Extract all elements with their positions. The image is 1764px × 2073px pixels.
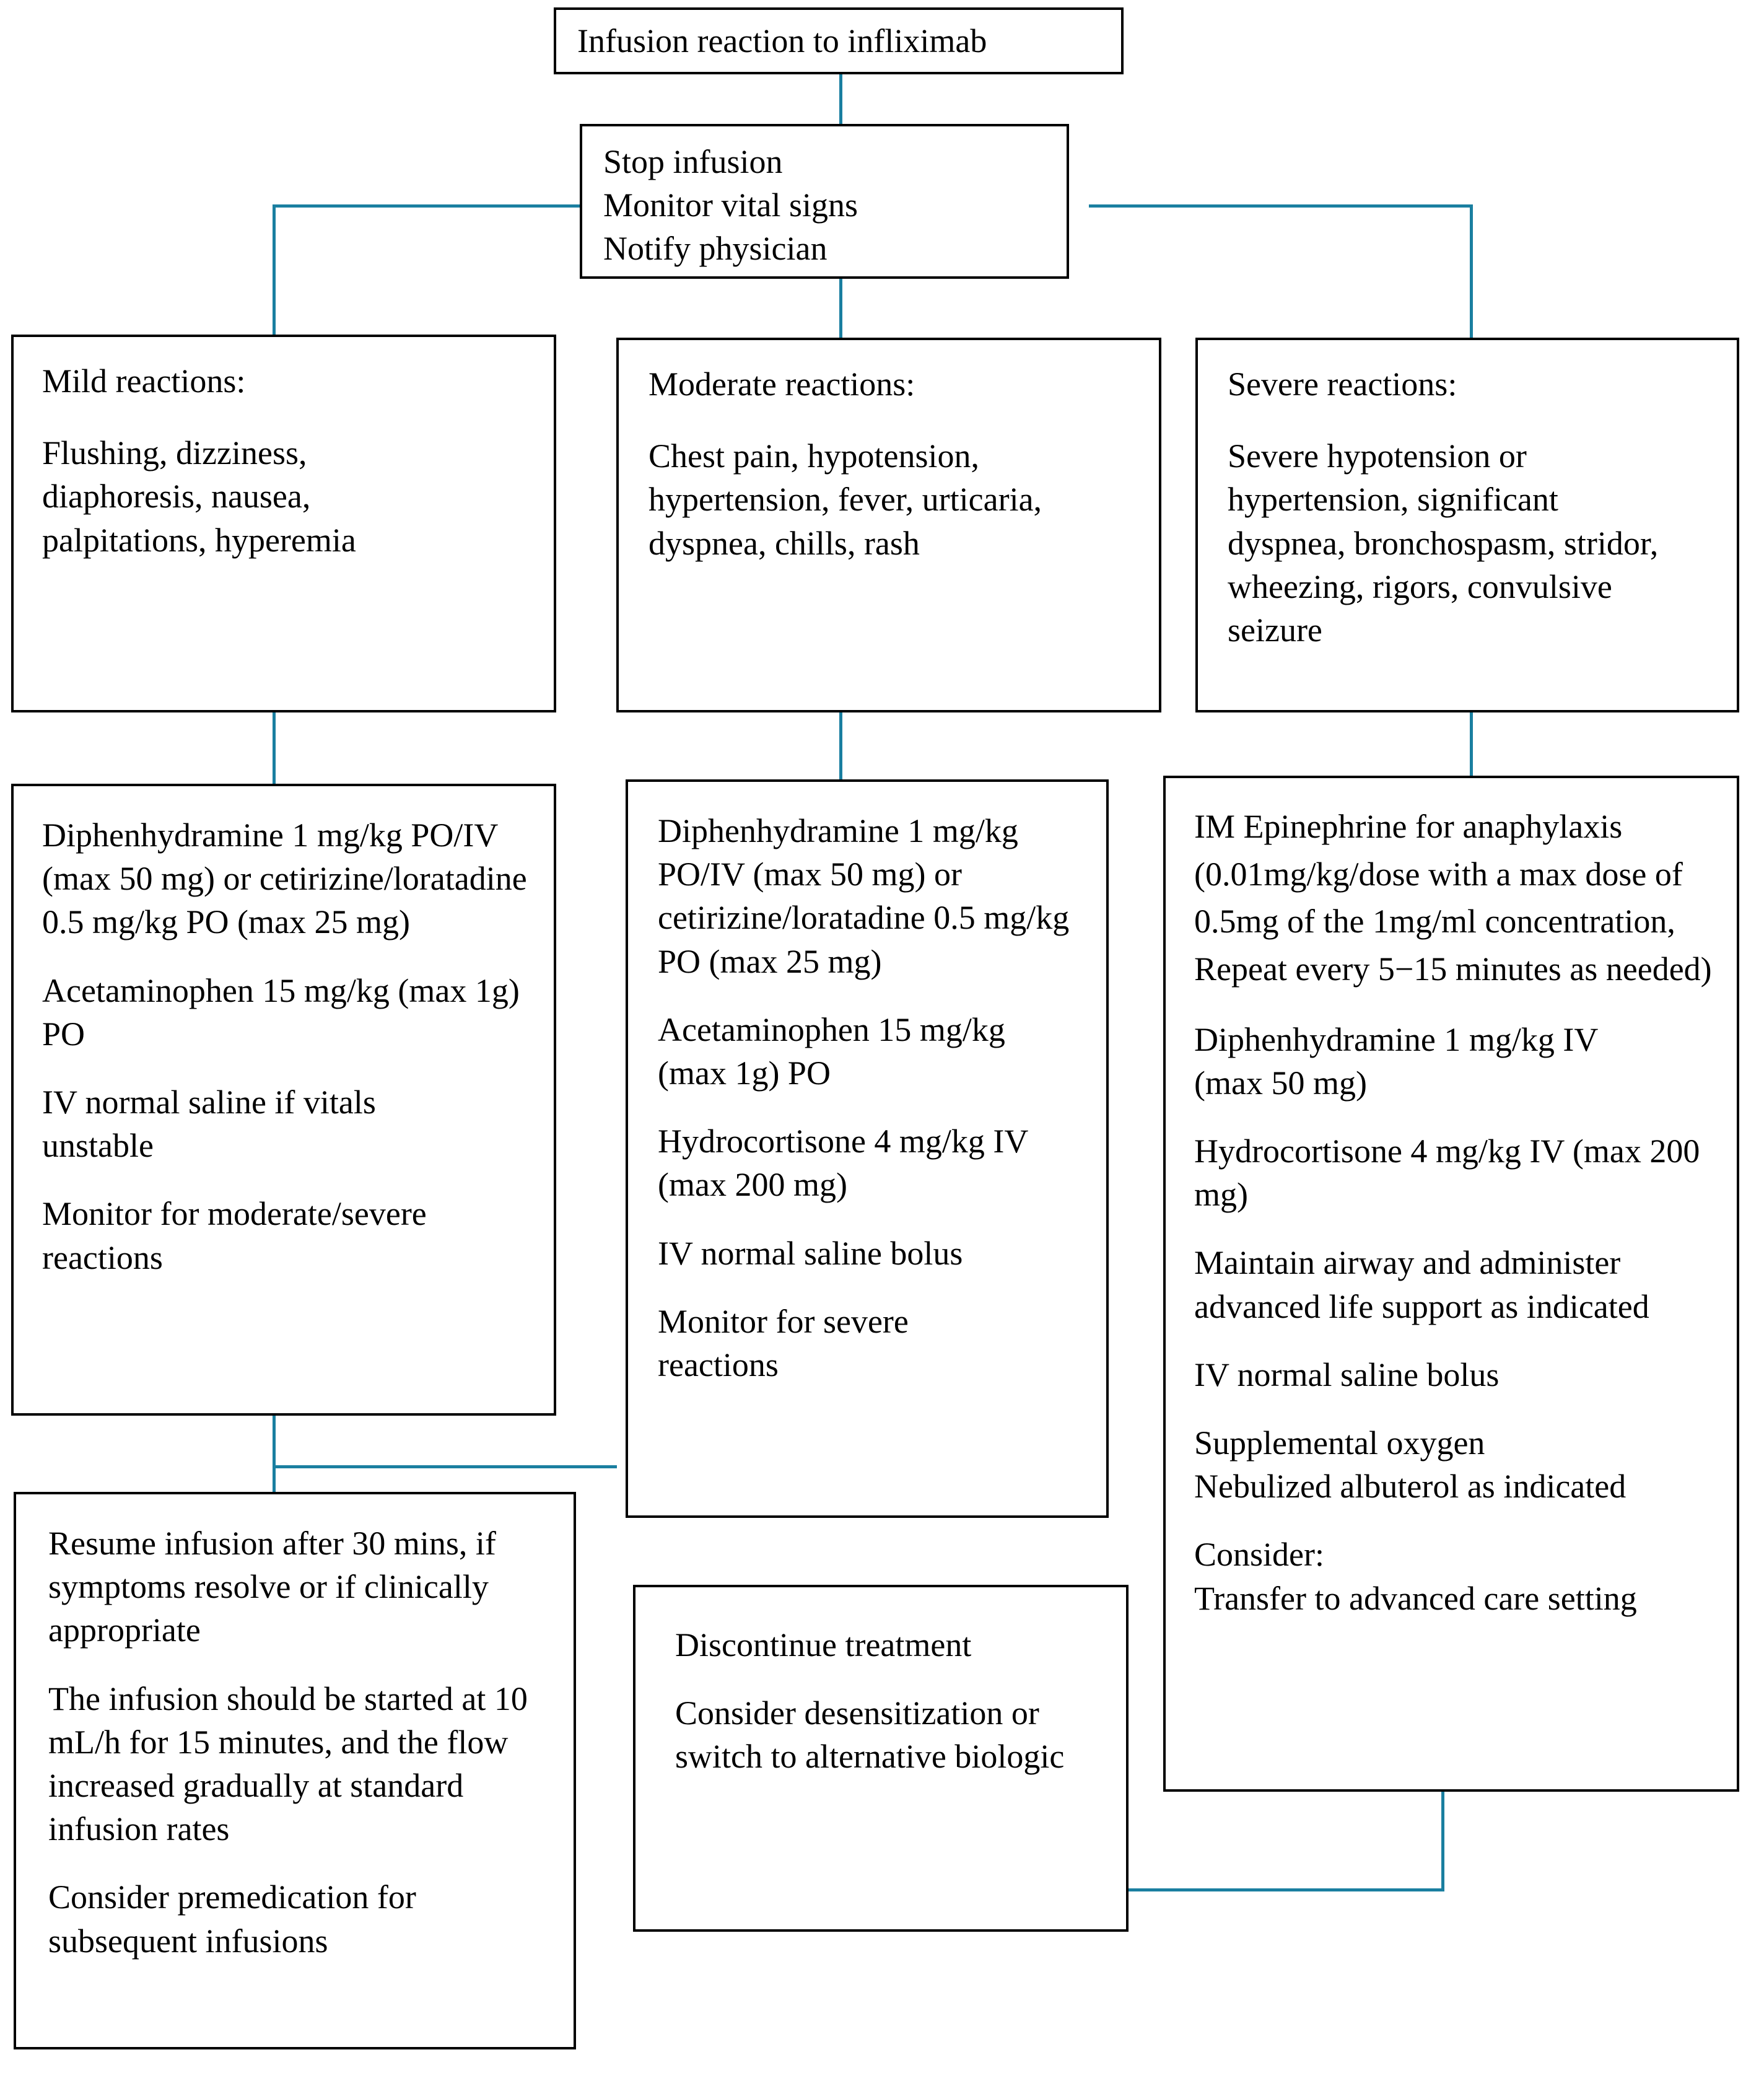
connector-stop-left-horizontal (273, 204, 588, 208)
severe-treatment-p5: IV normal saline bolus (1194, 1356, 1500, 1393)
connector-mildtx-to-moderate (273, 1465, 617, 1468)
moderate-reactions-heading: Moderate reactions: (648, 366, 915, 403)
moderate-reactions-body: Chest pain, hypotension, hypertension, fever, urticaria, dyspnea, chills, rash (648, 437, 1050, 562)
severe-treatment-p6b: Nebulized albuterol as indicated (1194, 1468, 1626, 1505)
severe-reactions-heading: Severe reactions: (1228, 366, 1457, 403)
spacer (648, 406, 1138, 434)
node-root-label: Infusion reaction to infliximab (577, 22, 987, 59)
node-moderate-reactions[interactable] (616, 338, 1161, 712)
severe-reactions-body: Severe hypotension or hypertension, significant dyspnea, bronchospasm, stridor, wheezing, rigors, convulsive seizure (1228, 437, 1667, 649)
mild-treatment-p1: Diphenhydramine 1 mg/kg PO/IV (max 50 mg) or cetirizine/loratadine 0.5 mg/kg PO (max 25 mg) (42, 817, 527, 941)
node-discontinue-treatment[interactable] (633, 1585, 1129, 1932)
connector-stop-left-vertical (273, 204, 276, 338)
severe-treatment-p1: IM Epinephrine for anaphylaxis (0.01mg/kg/dose with a max dose of 0.5mg of the 1mg/ml concentration, Repeat every 5−15 minutes as needed) (1194, 808, 1712, 988)
mild-treatment-p2: Acetaminophen 15 mg/kg (max 1g) PO (42, 971, 520, 1053)
connector-severetx-to-discontinue (1116, 1888, 1443, 1891)
node-mild-reactions[interactable] (11, 335, 556, 712)
spacer (42, 403, 533, 431)
node-moderate-treatment[interactable] (626, 779, 1109, 1518)
node-root-infusion-reaction[interactable] (554, 7, 1124, 74)
severe-treatment-p7a: Consider: (1194, 1536, 1324, 1574)
node-severe-reactions[interactable] (1195, 338, 1739, 712)
stop-line-2: Monitor vital signs (603, 186, 858, 224)
moderate-treatment-p4: IV normal saline bolus (658, 1234, 963, 1272)
stop-line-1: Stop infusion (603, 143, 783, 180)
connector-stop-center-vertical (839, 279, 842, 338)
mild-treatment-p3: IV normal saline if vitals unstable (42, 1083, 376, 1165)
node-mild-treatment[interactable] (11, 784, 556, 1416)
severe-treatment-p2: Diphenhydramine 1 mg/kg IV (max 50 mg) (1194, 1020, 1598, 1102)
node-severe-treatment[interactable] (1163, 776, 1739, 1792)
mild-treatment-p4: Monitor for moderate/severe reactions (42, 1195, 427, 1276)
moderate-treatment-p5: Monitor for severe reactions (658, 1302, 909, 1383)
connector-mildtx-down (273, 1413, 276, 1501)
severe-treatment-p4: Maintain airway and administer advanced life support as indicated (1194, 1244, 1649, 1325)
connector-mild-to-treatment (273, 712, 276, 795)
discontinue-p1: Discontinue treatment (675, 1626, 972, 1663)
node-stop-infusion[interactable] (580, 124, 1069, 279)
connector-stop-right-horizontal (1089, 204, 1473, 208)
stop-line-3: Notify physician (603, 230, 827, 268)
severe-treatment-p3: Hydrocortisone 4 mg/kg IV (max 200 mg) (1194, 1133, 1700, 1214)
resume-p3: Consider premedication for subsequent infusions (48, 1878, 416, 1960)
connector-severetx-down (1441, 1787, 1444, 1891)
node-resume-infusion[interactable] (14, 1492, 576, 2049)
mild-reactions-heading: Mild reactions: (42, 362, 246, 400)
mild-reactions-body: Flushing, dizziness, diaphoresis, nausea, palpitations, hyperemia (42, 434, 356, 559)
resume-p1: Resume infusion after 30 mins, if symptoms resolve or if clinically appropriate (48, 1525, 496, 1649)
discontinue-p2: Consider desensitization or switch to alternative biologic (675, 1694, 1065, 1776)
resume-p2: The infusion should be started at 10 mL/h for 15 minutes, and the flow increased gradually at standard infusion rates (48, 1680, 528, 1848)
moderate-treatment-p1: Diphenhydramine 1 mg/kg PO/IV (max 50 mg) or cetirizine/loratadine 0.5 mg/kg PO (max 25 mg) (658, 812, 1070, 980)
severe-treatment-p6a: Supplemental oxygen (1194, 1424, 1485, 1462)
moderate-treatment-p3: Hydrocortisone 4 mg/kg IV (max 200 mg) (658, 1123, 1028, 1204)
spacer (1228, 406, 1716, 434)
moderate-treatment-p2: Acetaminophen 15 mg/kg (max 1g) PO (658, 1010, 1005, 1092)
severe-treatment-p7b: Transfer to advanced care setting (1194, 1579, 1637, 1617)
connector-stop-right-vertical (1470, 204, 1473, 338)
